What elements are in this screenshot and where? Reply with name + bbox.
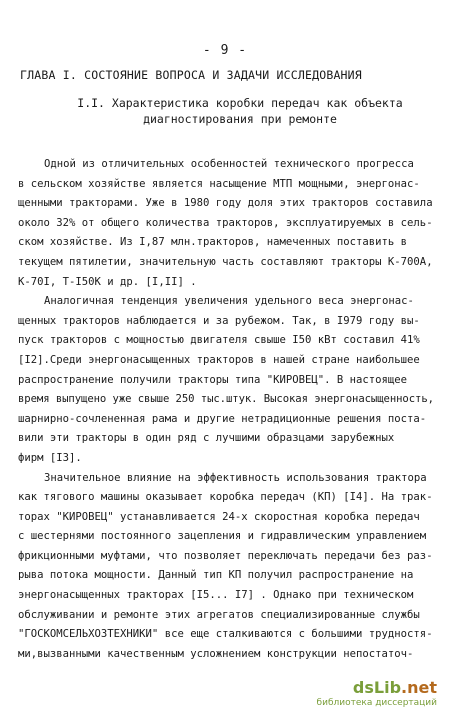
- text-line: Аналогичная тенденция увеличения удельного веса энергонас-: [44, 295, 414, 308]
- text-line: [I2].Среди энергонасыщенных тракторов в нашей стране наибольшее: [18, 353, 420, 366]
- text-line: пуск тракторов с мощностью двигателя свыше I50 кВт составил 41%: [18, 334, 420, 347]
- section-heading: [60, 95, 420, 127]
- text-line: с шестернями постоянного зацепления и гидравлическим управлением: [18, 530, 427, 543]
- section-heading-line: I.I. Характеристика коробки передач как объекта: [77, 96, 403, 110]
- text-line: щенными тракторами. Уже в 1980 году доля этих тракторов составила: [18, 197, 433, 210]
- text-line: рыва потока мощности. Данный тип КП получил распространение на: [18, 569, 414, 582]
- page-number: - 9 -: [202, 43, 248, 58]
- text-line: в сельском хозяйстве является насыщение МТП мощными, энергонас-: [18, 177, 420, 190]
- body-text: [18, 155, 434, 664]
- logo-main: dsLib: [352, 678, 402, 697]
- text-line: как тягового машины оказывает коробка передач (КП) [I4]. На трак-: [18, 491, 433, 504]
- text-line: ми,вызванными качественным усложнением конструкции непостаточ-: [18, 647, 414, 660]
- watermark-tagline: библиотека диссертаций: [316, 698, 437, 708]
- text-line: время выпущено уже свыше 250 тыс.штук. Высокая энергонасыщенность,: [18, 393, 434, 406]
- text-line: текущем пятилетии, значительную часть составляют тракторы К-700А,: [18, 255, 433, 268]
- text-line: распространение получили тракторы типа "КИРОВЕЦ". В настоящее: [18, 373, 408, 386]
- text-line: обслуживании и ремонте этих агрегатов специализированные службы: [18, 608, 420, 621]
- text-line: фирм [I3].: [18, 451, 82, 464]
- logo-ext: .net: [401, 678, 437, 697]
- text-line: ском хозяйстве. Из I,87 млн.тракторов, намеченных поставить в: [18, 236, 408, 249]
- text-line: вили эти тракторы в один ряд с лучшими образцами зарубежных: [18, 432, 395, 445]
- section-heading-line: диагностирования при ремонте: [143, 112, 337, 126]
- text-line: "ГОСКОМСЕЛЬХОЗТЕХНИКИ" все еще сталкиваются с большими трудностя-: [18, 628, 433, 641]
- text-line: энергонасыщенных тракторах [I5... I7] . Однако при техническом: [18, 589, 414, 602]
- text-line: шарнирно-сочлененная рама и другие нетрадиционные решения поста-: [18, 412, 427, 425]
- text-line: К-70I, Т-I50К и др. [I,II] .: [18, 275, 197, 288]
- chapter-heading: ГЛАВА I. СОСТОЯНИЕ ВОПРОСА И ЗАДАЧИ ИССЛЕДОВАНИЯ: [20, 68, 362, 82]
- watermark-logo: [353, 678, 437, 697]
- text-line: щенных тракторов наблюдается и за рубежом. Так, в I979 году вы-: [18, 314, 420, 327]
- watermark: [305, 678, 445, 708]
- text-line: фрикционными муфтами, что позволяет переключать передачи без раз-: [18, 549, 433, 562]
- text-line: Значительное влияние на эффективность использования трактора: [44, 471, 427, 484]
- text-line: Одной из отличительных особенностей технического прогресса: [44, 158, 414, 170]
- text-line: торах "КИРОВЕЦ" устанавливается 24-х скоростная коробка передач: [18, 510, 420, 523]
- text-line: около 32% от общего количества тракторов, эксплуатируемых в сель-: [18, 216, 433, 229]
